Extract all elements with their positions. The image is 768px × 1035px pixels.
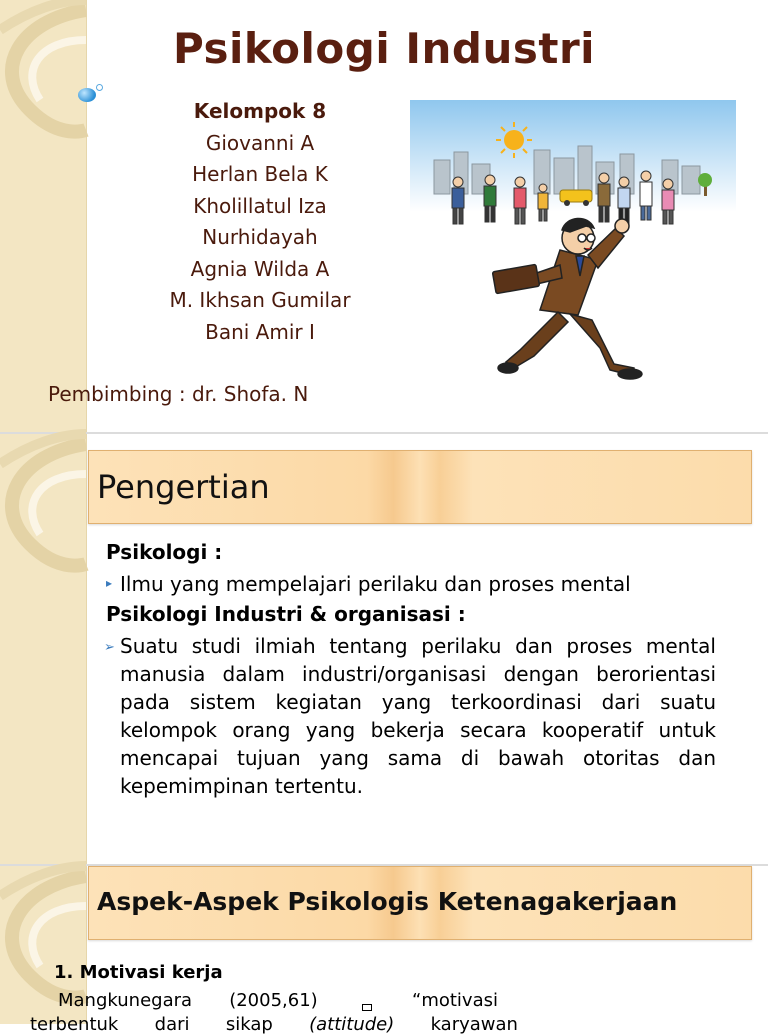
term-heading: Psikologi Industri & organisasi : [106, 602, 466, 626]
word: sikap [225, 1014, 273, 1035]
word: karyawan [430, 1014, 518, 1035]
word: (2005,61) [229, 990, 318, 1011]
word: dari [154, 1014, 190, 1035]
body-text-line [58, 990, 498, 1011]
bullet-arrow-icon: ▸ [106, 576, 113, 590]
bullet-chevron-icon: ➢ [104, 640, 115, 655]
member-name: Herlan Bela K [192, 162, 328, 186]
bubble-icon [78, 88, 96, 102]
member-name: Nurhidayah [202, 225, 318, 249]
member-name: Agnia Wilda A [190, 256, 330, 281]
slide-title [0, 0, 768, 432]
slide-pengertian [0, 434, 768, 864]
page-title: Psikologi Industri [172, 24, 596, 73]
member-name: Bani Amir I [205, 319, 315, 344]
section-title: Aspek-Aspek Psikologis Ketenagakerjaan [97, 887, 678, 916]
definition-paragraph: Suatu studi ilmiah tentang perilaku dan proses mental manusia dalam industri/organisasi dengan berorientasi pada sistem kegiatan yang terkoordinasi dari suatu kelompok orang yang bekerja secara kooperatif untuk mencapai tujuan yang sama di bawah otoritas dan kepemimpinan tertentu. [120, 634, 716, 798]
member-name: Kholillatul Iza [193, 193, 327, 218]
list-item-heading: 1. Motivasi kerja [54, 962, 223, 983]
slide-aspek [0, 866, 768, 1035]
placeholder-box-icon [362, 1004, 372, 1011]
word: Mangkunegara [58, 990, 193, 1011]
group-label: Kelompok 8 [193, 99, 327, 123]
body-text-line [30, 1014, 518, 1035]
term-heading: Psikologi : [106, 540, 223, 564]
word: terbentuk [30, 1014, 119, 1035]
section-banner [88, 866, 752, 940]
definition-text: Ilmu yang mempelajari perilaku dan proses mental [120, 572, 631, 596]
word: “motivasi [412, 990, 498, 1011]
member-name: M. Ikhsan Gumilar [169, 288, 351, 312]
section-banner [88, 450, 752, 524]
member-list [140, 96, 380, 348]
advisor-label: Pembimbing : dr. Shofa. N [48, 382, 309, 406]
bubble-small-icon [96, 84, 103, 91]
decorative-strip [0, 434, 87, 864]
word: (attitude) [309, 1014, 395, 1035]
section-title: Pengertian [97, 468, 270, 506]
member-name: Giovanni A [205, 130, 315, 155]
businessman-illustration [410, 100, 736, 390]
